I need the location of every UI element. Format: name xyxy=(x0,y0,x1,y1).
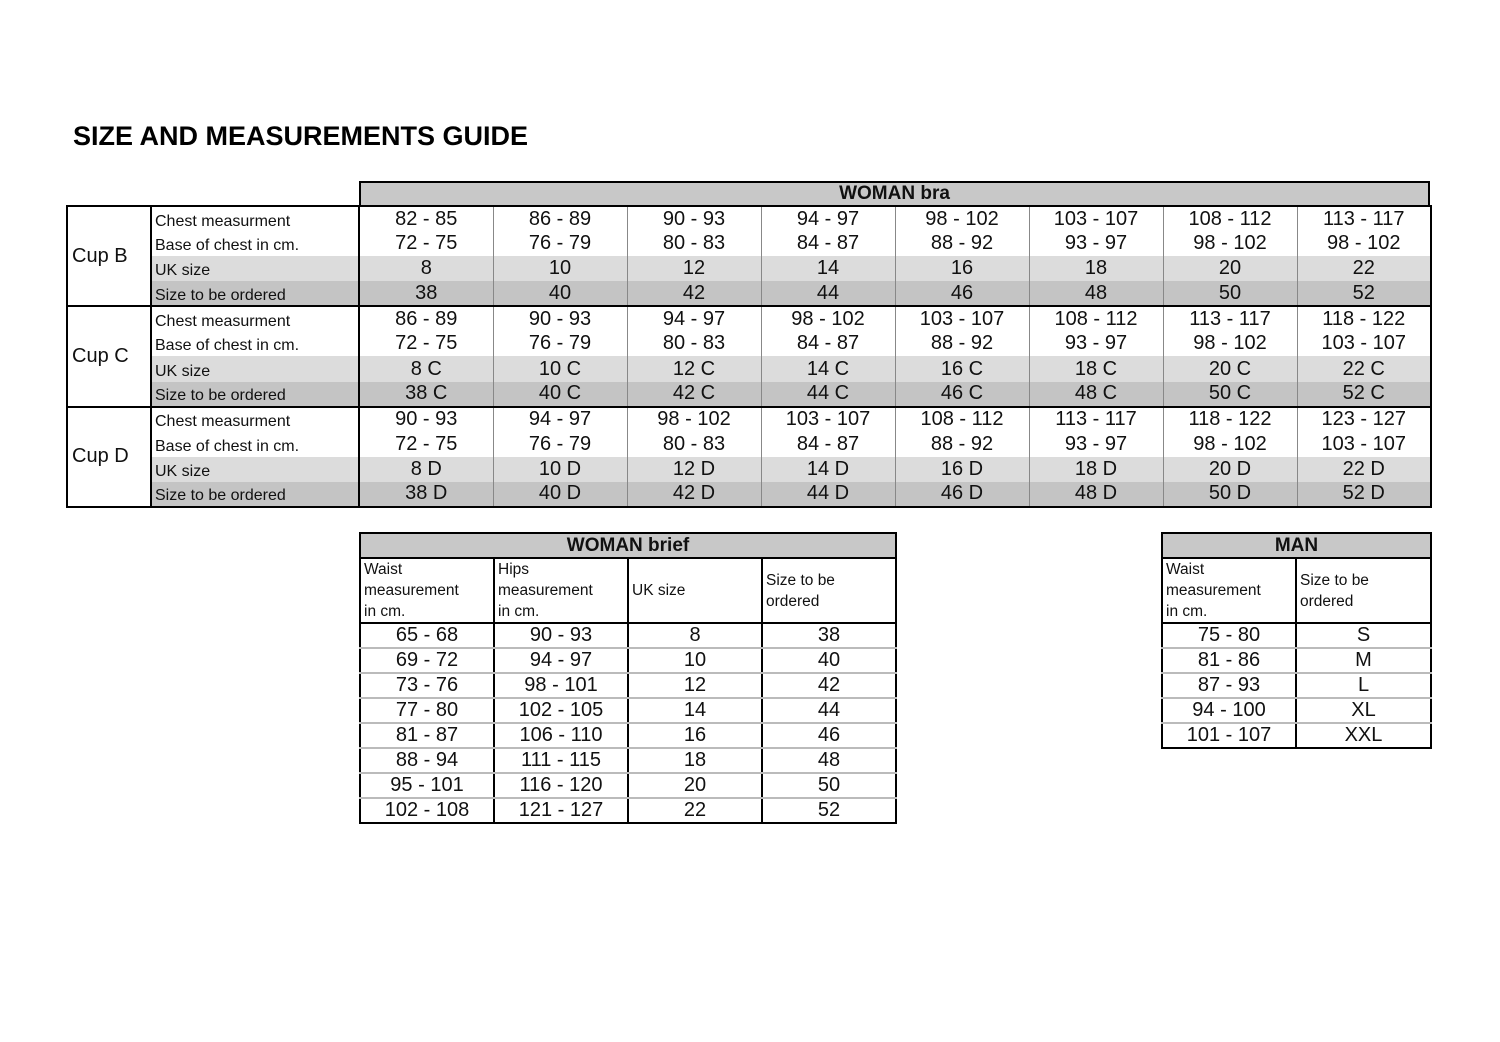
size-cell: 90 - 93 xyxy=(493,306,627,331)
bra-row xyxy=(67,281,1431,306)
row-label: Chest measurment xyxy=(151,206,359,231)
table-cell: XL xyxy=(1296,698,1431,723)
size-cell: 44 C xyxy=(761,382,895,407)
size-cell: 48 C xyxy=(1029,382,1163,407)
size-cell: 80 - 83 xyxy=(627,432,761,457)
size-cell: 14 xyxy=(761,256,895,281)
row-label: Chest measurment xyxy=(151,306,359,331)
table-cell: 90 - 93 xyxy=(494,623,628,648)
size-cell: 113 - 117 xyxy=(1029,407,1163,432)
size-cell: 93 - 97 xyxy=(1029,432,1163,457)
table-cell: 38 xyxy=(762,623,896,648)
row-label: UK size xyxy=(151,457,359,482)
table-cell: 87 - 93 xyxy=(1162,673,1296,698)
size-cell: 90 - 93 xyxy=(627,206,761,231)
size-cell: 88 - 92 xyxy=(895,231,1029,256)
row-label: UK size xyxy=(151,256,359,281)
size-cell: 76 - 79 xyxy=(493,231,627,256)
size-cell: 118 - 122 xyxy=(1322,307,1406,330)
size-cell: 123 - 127 xyxy=(1321,408,1406,431)
size-cell: 50 D xyxy=(1163,482,1297,507)
size-cell: 12 xyxy=(627,256,761,281)
size-cell: 52 D xyxy=(1297,482,1431,507)
table-cell: 52 xyxy=(817,799,841,821)
table-cell: M xyxy=(1296,648,1431,673)
woman-bra-table xyxy=(66,205,1432,508)
bra-row xyxy=(67,432,1431,457)
size-cell: 72 - 75 xyxy=(359,432,493,457)
table-cell: 98 - 101 xyxy=(494,673,628,698)
size-cell: 84 - 87 xyxy=(761,432,895,457)
row-label: Base of chest in cm. xyxy=(151,331,359,356)
size-cell: 86 - 89 xyxy=(359,306,493,331)
row-label: Base of chest in cm. xyxy=(151,231,359,256)
table-row xyxy=(360,648,896,673)
size-cell: 14 D xyxy=(761,457,895,482)
size-cell: 16 D xyxy=(895,457,1029,482)
table-row xyxy=(360,748,896,773)
bra-row xyxy=(67,482,1431,507)
table-cell: 101 - 107 xyxy=(1162,723,1296,748)
size-cell: 88 - 92 xyxy=(895,331,1029,356)
size-cell: 86 - 89 xyxy=(493,206,627,231)
table-row xyxy=(360,773,896,798)
table-cell: S xyxy=(1296,623,1431,648)
table-cell: 121 - 127 xyxy=(494,798,628,823)
row-label: Size to be ordered xyxy=(151,382,359,407)
table-row xyxy=(1162,648,1431,673)
woman-brief-header: WOMAN brief xyxy=(360,533,896,558)
cup-label: Cup C xyxy=(67,306,151,406)
size-cell: 94 - 97 xyxy=(627,306,761,331)
size-cell: 40 C xyxy=(493,382,627,407)
table-row xyxy=(1162,673,1431,698)
row-label: Chest measurment xyxy=(151,407,359,432)
table-cell: 40 xyxy=(762,648,896,673)
bra-row xyxy=(67,356,1431,381)
size-cell: 98 - 102 xyxy=(1163,432,1297,457)
size-cell: 22 xyxy=(1297,256,1431,281)
table-cell: 116 - 120 xyxy=(494,773,628,798)
column-header: Hips measurement in cm. xyxy=(494,558,628,623)
cup-label: Cup D xyxy=(67,407,151,507)
size-cell: 108 - 112 xyxy=(895,407,1029,432)
size-cell: 103 - 107 xyxy=(1321,332,1406,355)
size-cell: 38 D xyxy=(359,482,493,507)
size-cell: 46 xyxy=(895,281,1029,306)
table-cell: 102 - 105 xyxy=(494,698,628,723)
size-cell: 72 - 75 xyxy=(359,331,493,356)
table-cell: 46 xyxy=(762,723,896,748)
table-cell: 44 xyxy=(762,698,896,723)
size-cell: 94 - 97 xyxy=(761,206,895,231)
size-cell: 44 xyxy=(761,281,895,306)
column-header: Waist measurement in cm. xyxy=(1162,558,1296,623)
table-row xyxy=(360,673,896,698)
size-cell: 46 D xyxy=(895,482,1029,507)
table-cell: 65 - 68 xyxy=(360,623,494,648)
size-cell: 80 - 83 xyxy=(627,331,761,356)
size-cell: 72 - 75 xyxy=(359,231,493,256)
table-cell: 10 xyxy=(628,648,762,673)
table-row xyxy=(1162,698,1431,723)
size-cell: 108 - 112 xyxy=(1163,206,1297,231)
table-cell: 42 xyxy=(762,673,896,698)
size-cell: 42 D xyxy=(627,482,761,507)
size-cell: 52 xyxy=(1297,281,1431,306)
size-cell: 44 D xyxy=(761,482,895,507)
size-cell: 108 - 112 xyxy=(1029,306,1163,331)
size-cell: 10 xyxy=(493,256,627,281)
size-cell: 82 - 85 xyxy=(359,206,493,231)
cup-label: Cup B xyxy=(67,206,151,306)
table-cell: 81 - 87 xyxy=(360,723,494,748)
man-table xyxy=(1161,532,1432,749)
row-label: Size to be ordered xyxy=(151,482,359,507)
table-cell: 94 - 97 xyxy=(494,648,628,673)
size-cell: 76 - 79 xyxy=(493,432,627,457)
size-cell: 113 - 117 xyxy=(1322,207,1405,230)
size-cell: 48 D xyxy=(1029,482,1163,507)
size-cell: 103 - 107 xyxy=(761,407,895,432)
bra-row xyxy=(67,457,1431,482)
size-cell: 8 D xyxy=(359,457,493,482)
size-cell: 84 - 87 xyxy=(761,231,895,256)
page-title: SIZE AND MEASUREMENTS GUIDE xyxy=(73,121,529,151)
row-label: UK size xyxy=(151,356,359,381)
size-cell: 10 D xyxy=(493,457,627,482)
size-cell: 8 C xyxy=(359,356,493,381)
table-cell: 8 xyxy=(628,623,762,648)
size-cell: 98 - 102 xyxy=(761,306,895,331)
size-cell: 50 xyxy=(1163,281,1297,306)
size-cell: 90 - 93 xyxy=(359,407,493,432)
size-cell: 98 - 102 xyxy=(1163,231,1297,256)
size-cell: 50 C xyxy=(1163,382,1297,407)
size-cell: 12 D xyxy=(627,457,761,482)
bra-row xyxy=(67,306,1431,331)
table-row xyxy=(360,623,896,648)
size-cell: 113 - 117 xyxy=(1163,306,1297,331)
table-cell: 14 xyxy=(628,698,762,723)
table-cell: 81 - 86 xyxy=(1162,648,1296,673)
size-cell: 38 C xyxy=(359,382,493,407)
table-row xyxy=(360,723,896,748)
table-cell: L xyxy=(1296,673,1431,698)
size-cell: 12 C xyxy=(627,356,761,381)
size-cell: 48 xyxy=(1029,281,1163,306)
size-cell: 103 - 107 xyxy=(895,306,1029,331)
size-cell: 98 - 102 xyxy=(1327,232,1401,255)
bra-row xyxy=(67,256,1431,281)
size-cell: 118 - 122 xyxy=(1163,407,1297,432)
table-row xyxy=(360,798,896,823)
size-cell: 22 D xyxy=(1297,457,1431,482)
size-cell: 10 C xyxy=(493,356,627,381)
size-cell: 93 - 97 xyxy=(1029,331,1163,356)
size-cell: 103 - 107 xyxy=(1029,206,1163,231)
size-cell: 40 xyxy=(493,281,627,306)
table-cell: 95 - 101 xyxy=(360,773,494,798)
size-cell: 76 - 79 xyxy=(493,331,627,356)
size-cell: 16 C xyxy=(895,356,1029,381)
size-cell: 46 C xyxy=(895,382,1029,407)
size-cell: 42 C xyxy=(627,382,761,407)
table-cell: 111 - 115 xyxy=(494,748,628,773)
size-cell: 18 xyxy=(1029,256,1163,281)
table-cell: 12 xyxy=(628,673,762,698)
column-header: Size to be ordered xyxy=(762,558,896,623)
size-cell: 14 C xyxy=(761,356,895,381)
table-cell: 50 xyxy=(762,773,896,798)
table-cell: 22 xyxy=(628,798,762,823)
bra-row xyxy=(67,231,1431,256)
size-cell: 18 D xyxy=(1029,457,1163,482)
size-cell: 20 D xyxy=(1163,457,1297,482)
table-cell: 106 - 110 xyxy=(494,723,628,748)
table-cell: 77 - 80 xyxy=(360,698,494,723)
size-cell: 93 - 97 xyxy=(1029,231,1163,256)
size-cell: 20 C xyxy=(1163,356,1297,381)
size-cell: 88 - 92 xyxy=(895,432,1029,457)
table-cell: 20 xyxy=(628,773,762,798)
size-cell: 103 - 107 xyxy=(1321,432,1406,455)
table-cell: 69 - 72 xyxy=(360,648,494,673)
size-cell: 20 xyxy=(1163,256,1297,281)
bra-row xyxy=(67,206,1431,231)
table-cell: 73 - 76 xyxy=(360,673,494,698)
size-cell: 16 xyxy=(895,256,1029,281)
size-cell: 22 C xyxy=(1297,356,1431,381)
table-cell: 94 - 100 xyxy=(1162,698,1296,723)
table-row xyxy=(360,698,896,723)
man-header: MAN xyxy=(1162,533,1431,558)
table-cell: XXL xyxy=(1344,724,1383,746)
woman-bra-header: WOMAN bra xyxy=(359,181,1430,207)
size-cell: 52 C xyxy=(1297,382,1431,407)
table-row xyxy=(1162,623,1431,648)
table-cell: 16 xyxy=(628,723,762,748)
size-cell: 40 D xyxy=(493,482,627,507)
size-cell: 94 - 97 xyxy=(493,407,627,432)
size-cell: 84 - 87 xyxy=(761,331,895,356)
column-header: Size to be ordered xyxy=(1296,558,1431,623)
table-cell: 88 - 94 xyxy=(360,748,494,773)
row-label: Size to be ordered xyxy=(151,281,359,306)
table-row xyxy=(1162,723,1431,748)
column-header: UK size xyxy=(628,558,762,623)
table-cell: 18 xyxy=(628,748,762,773)
size-cell: 38 xyxy=(359,281,493,306)
table-cell: 102 - 108 xyxy=(360,798,494,823)
size-cell: 18 C xyxy=(1029,356,1163,381)
woman-brief-table xyxy=(359,532,897,824)
size-cell: 98 - 102 xyxy=(1163,331,1297,356)
table-cell: 48 xyxy=(762,748,896,773)
size-cell: 42 xyxy=(627,281,761,306)
size-cell: 8 xyxy=(359,256,493,281)
column-header: Waist measurement in cm. xyxy=(360,558,494,623)
size-cell: 98 - 102 xyxy=(627,407,761,432)
row-label: Base of chest in cm. xyxy=(151,432,359,457)
table-cell: 75 - 80 xyxy=(1162,623,1296,648)
bra-row xyxy=(67,407,1431,432)
size-cell: 80 - 83 xyxy=(627,231,761,256)
bra-row xyxy=(67,382,1431,407)
size-cell: 98 - 102 xyxy=(895,206,1029,231)
bra-row xyxy=(67,331,1431,356)
